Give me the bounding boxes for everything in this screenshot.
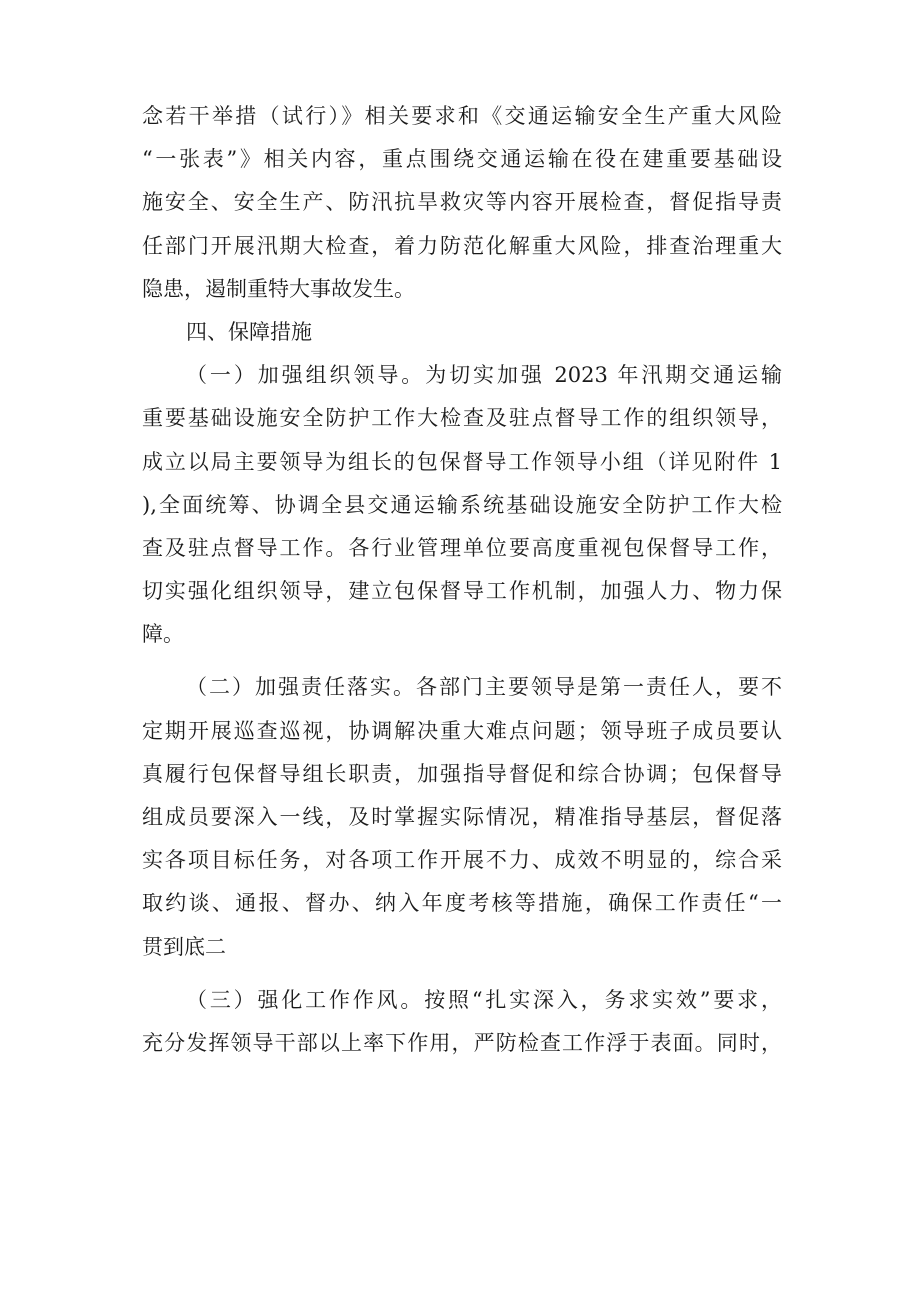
paragraph-line: 组成员要深入一线，及时掌握实际情况，精准指导基层，督促落 bbox=[142, 805, 782, 829]
paragraph-line: （一）加强组织领导。为切实加强 2023 年汛期交通运输 bbox=[186, 363, 782, 388]
paragraph-line: 重要基础设施安全防护工作大检查及驻点督导工作的组织领导， bbox=[142, 406, 782, 431]
paragraph-line: 任部门开展汛期大检查，着力防范化解重大风险，排查治理重大 bbox=[142, 233, 782, 258]
paragraph-line: 念若干举措（试行）》相关要求和《交通运输安全生产重大风险 bbox=[142, 104, 782, 128]
paragraph-line: 实各项目标任务，对各项工作开展不力、成效不明显的，综合采 bbox=[142, 848, 782, 873]
paragraph-gap bbox=[142, 656, 782, 666]
paragraph-line: 取约谈、通报、督办、纳入年度考核等措施，确保工作责任“一 bbox=[142, 891, 782, 916]
paragraph-line: 真履行包保督导组长职责，加强指导督促和综合协调；包保督导 bbox=[142, 761, 782, 786]
section-heading: 四、保障措施 bbox=[186, 319, 312, 344]
paragraph-line: 施安全、安全生产、防汛抗旱救灾等内容开展检查，督促指导责 bbox=[142, 190, 782, 215]
paragraph-line: （三）强化工作作风。按照“扎实深入，务求实效”要求， bbox=[186, 987, 782, 1012]
paragraph-line: 充分发挥领导干部以上率下作用，严防检查工作浮于表面。同时， bbox=[142, 1030, 782, 1055]
document-body bbox=[142, 95, 782, 1065]
paragraph-line: 贯到底二 bbox=[142, 934, 226, 959]
paragraph-line: ),全面统筹、协调全县交通运输系统基础设施安全防护工作大检 bbox=[142, 492, 782, 517]
paragraph-line: 障。 bbox=[142, 622, 184, 647]
paragraph-line: “一张表”》相关内容，重点围绕交通运输在役在建重要基础设 bbox=[142, 147, 782, 172]
paragraph-line: 成立以局主要领导为组长的包保督导工作领导小组（详见附件 1 bbox=[142, 449, 782, 474]
paragraph-line: 切实强化组织领导，建立包保督导工作机制，加强人力、物力保 bbox=[142, 579, 782, 604]
paragraph-line: 查及驻点督导工作。各行业管理单位要高度重视包保督导工作， bbox=[142, 535, 782, 560]
paragraph-line: （二）加强责任落实。各部门主要领导是第一责任人，要不 bbox=[186, 675, 782, 700]
paragraph-line: 定期开展巡查巡视，协调解决重大难点问题；领导班子成员要认 bbox=[142, 718, 782, 743]
paragraph-gap bbox=[142, 969, 782, 979]
paragraph-line: 隐患，遏制重特大事故发生。 bbox=[142, 276, 415, 301]
